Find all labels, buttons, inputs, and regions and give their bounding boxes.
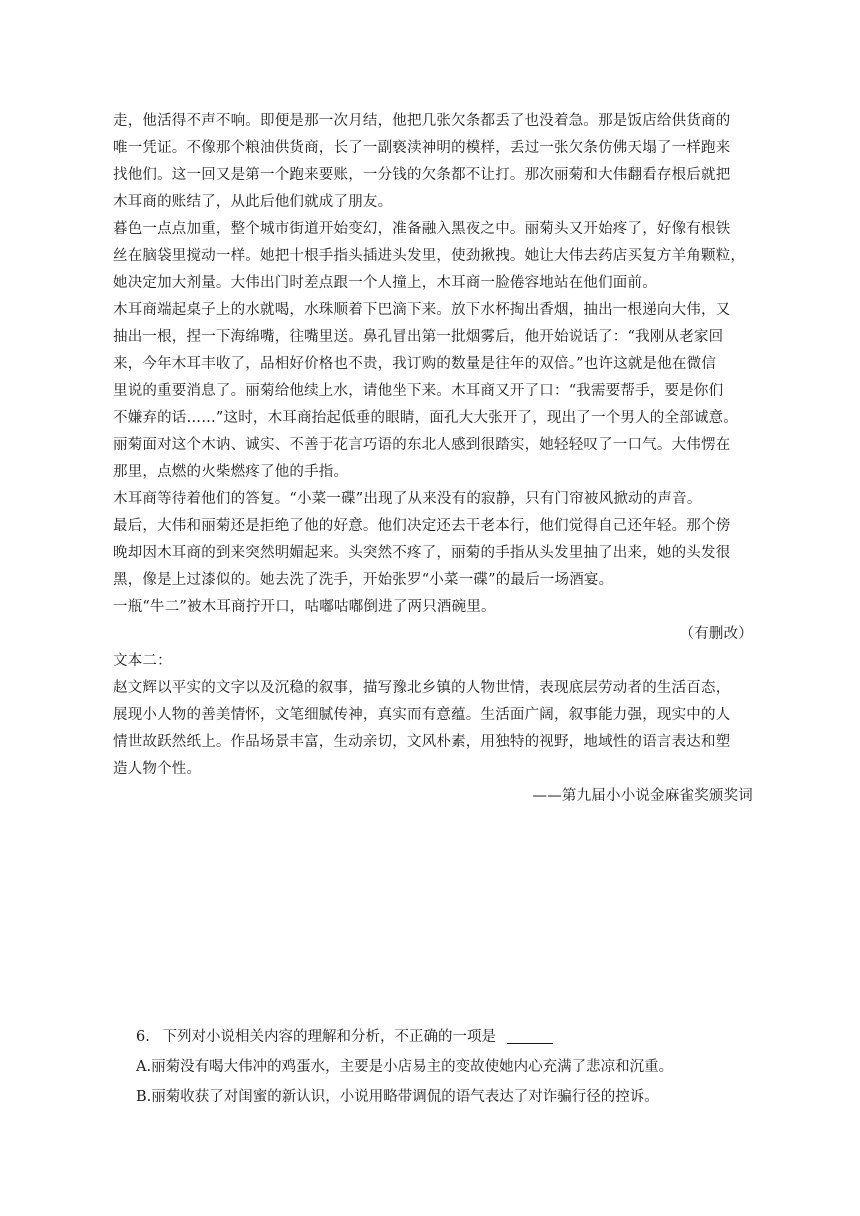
story-paragraph	[113, 486, 753, 513]
story-text	[113, 108, 753, 621]
option-a: A.丽菊没有喝大伟冲的鸡蛋水，主要是小店易主的变故使她内心充满了悲凉和沉重。	[136, 1059, 674, 1075]
text-line: 不嫌弃的话……”这时，木耳商抬起低垂的眼睛，面孔大大张开了，现出了一个男人的全部诚意。	[113, 410, 739, 426]
text-line: 里说的重要消息了。丽菊给他续上水，请他坐下来。木耳商又开了口：“我需要帮手，要是你们	[113, 383, 724, 399]
text2-heading: 文本二：	[113, 653, 172, 669]
text-line: 丝在脑袋里搅动一样。她把十根手指头插进头发里，使劲揪拽。她让大伟去药店买复方羊角颗粒，	[113, 248, 746, 264]
text-line: 找他们。这一回又是第一个跑来要账，一分钱的欠条都不让打。那次丽菊和大伟翻看存根后就把	[113, 167, 731, 183]
option-b: B.丽菊收获了对闺蜜的新认识，小说用略带调侃的语气表达了对诈骗行径的控诉。	[136, 1089, 659, 1105]
text-line: 赵文辉以平实的文字以及沉稳的叙事，描写豫北乡镇的人物世情，表现底层劳动者的生活百态，	[113, 680, 731, 696]
question-number: 6.	[136, 1029, 150, 1045]
text-line: 一瓶“牛二”被木耳商拧开口，咕嘟咕嘟倒进了两只酒碗里。	[113, 599, 496, 615]
text-line: 来，今年木耳丰收了，品相好价格也不贵，我订购的数量是往年的双倍。”也许这就是他在微信	[113, 356, 717, 372]
question-6	[113, 1022, 753, 1112]
story-paragraph	[113, 216, 753, 297]
question-stem-line	[113, 1022, 753, 1052]
text-line: 丽菊面对这个木讷、诚实、不善于花言巧语的东北人感到很踏实，她轻轻叹了一口气。大伟愣在	[113, 437, 731, 453]
text-line: 木耳商的账结了，从此后他们就成了朋友。	[113, 194, 393, 210]
text-line: 木耳商等待着他们的答复。“小菜一碟”出现了从来没有的寂静，只有门帘被风掀动的声音。	[113, 491, 702, 507]
text-line: 晚却因木耳商的到来突然明媚起来。头突然不疼了，丽菊的手指从头发里抽了出来，她的头发很	[113, 545, 731, 561]
text-line: 造人物个性。	[113, 761, 202, 777]
story-paragraph	[113, 108, 753, 216]
text-line: 展现小人物的善美情怀，文笔细腻传神，真实而有意蕴。生活面广阔，叙事能力强，现实中的人	[113, 707, 731, 723]
text-line: 唯一凭证。不像那个粮油供货商，长了一副亵渎神明的模样，丢过一张欠条仿佛天塌了一样跑来	[113, 140, 731, 156]
text-line: 最后，大伟和丽菊还是拒绝了他的好意。他们决定还去干老本行，他们觉得自己还年轻。那个傍	[113, 518, 731, 534]
text-line: 黑，像是上过漆似的。她去洗了洗手，开始张罗“小菜一碟”的最后一场酒宴。	[113, 572, 614, 588]
text2-paragraph	[113, 675, 753, 783]
story-paragraph	[113, 513, 753, 594]
text-line: 抽出一根，捏一下海绵嘴，往嘴里送。鼻孔冒出第一批烟雾后，他开始说话了：“我刚从老家回	[113, 329, 724, 345]
text-line: 暮色一点点加重，整个城市街道开始变幻，准备融入黑夜之中。丽菊头又开始疼了，好像有根铁	[113, 221, 731, 237]
question-stem: 下列对小说相关内容的理解和分析，不正确的一项是	[162, 1029, 496, 1045]
story-paragraph	[113, 594, 753, 621]
text-line: 那里，点燃的火柴燃疼了他的手指。	[113, 464, 349, 480]
answer-blank[interactable]	[507, 1027, 553, 1044]
passage-body	[113, 108, 753, 810]
text-line: 走，他活得不声不响。即便是那一次月结，他把几张欠条都丢了也没着急。那是饭店给供货商的	[113, 113, 731, 129]
text-line: 她决定加大剂量。大伟出门时差点跟一个人撞上，木耳商一脸倦容地站在他们面前。	[113, 275, 657, 291]
text2-attribution: ——第九届小小说金麻雀奖颁奖词	[532, 788, 753, 804]
story-paragraph	[113, 297, 753, 486]
source-note: （有删改）	[679, 626, 753, 642]
text-line: 木耳商端起桌子上的水就喝，水珠顺着下巴滴下来。放下水杯掏出香烟，抽出一根递向大伟，又	[113, 302, 731, 318]
text-line: 情世故跃然纸上。作品场景丰富，生动亲切，文风朴素，用独特的视野，地域性的语言表达和塑	[113, 734, 731, 750]
